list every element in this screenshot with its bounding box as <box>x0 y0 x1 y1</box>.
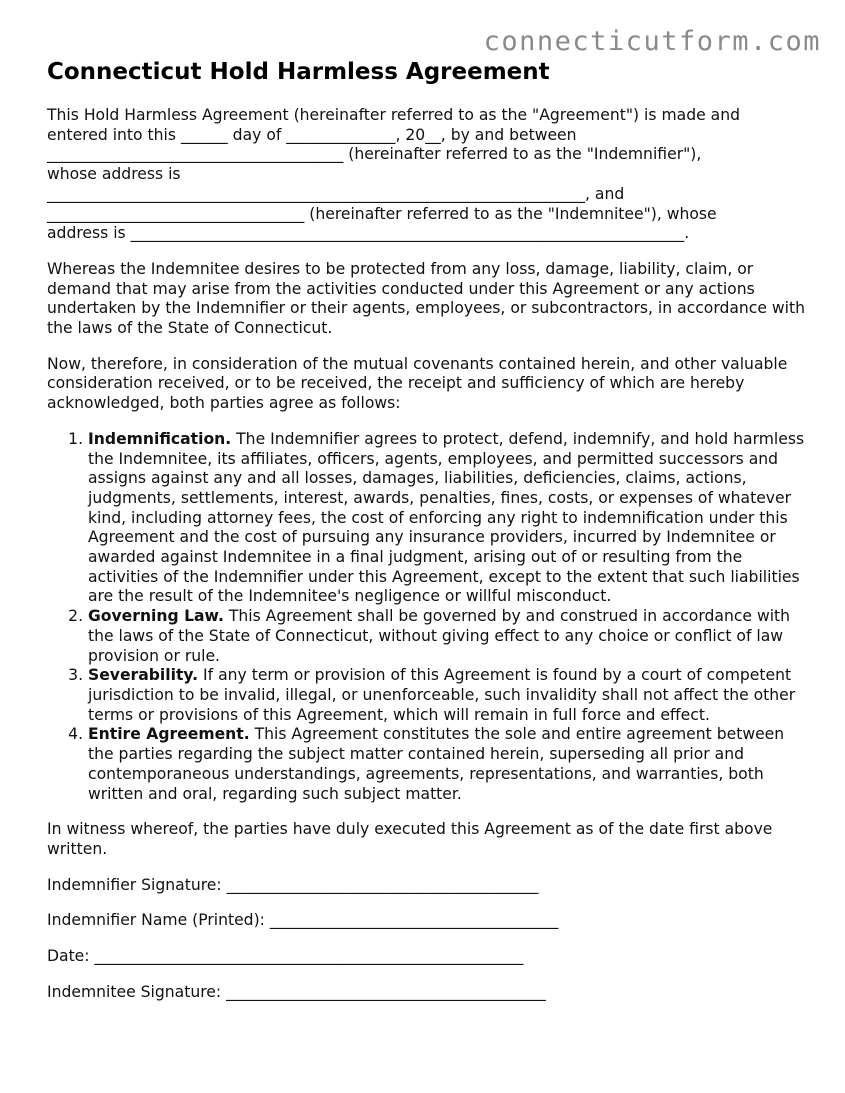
clause-item <box>88 430 807 607</box>
date-field[interactable]: Date: _______________________________________________________ <box>47 947 524 966</box>
indemnifier-signature-field[interactable]: Indemnifier Signature: ________________________________________ <box>47 875 539 894</box>
whereas-paragraph: Whereas the Indemnitee desires to be protected from any loss, damage, liability, claim, or demand that may arise from the activities conducted under this Agreement or any actions undertaken by the Indemnifier or their agents, employees, or subcontractors, in accordance with the laws of the State of Connecticut. <box>47 259 806 338</box>
intro-line-indemnifier-blank: ______________________________________ (hereinafter referred to as the "Indemnifier"), <box>47 145 702 164</box>
clause-term: Indemnification. <box>88 429 232 448</box>
clause-term: Entire Agreement. <box>88 725 250 744</box>
clause-text: The Indemnifier agrees to protect, defend, indemnify, and hold harmless the Indemnitee, its affiliates, officers, agents, employees, and permitted successors and assigns against any and all losses, damages, liabilities, deficiencies, claims, actions, judgments, settlements, interest, awards, penalties, fines, costs, or expenses of whatever kind, including attorney fees, the cost of enforcing any right to indemnification under this Agreement and the cost of pursuing any insurance providers, incurred by Indemnitee or awarded against Indemnitee in a final judgment, arising out of or resulting from the activities of the Indemnifier under this Agreement, except to the extent that such liabilities are the result of the Indemnitee's negligence or willful misconduct. <box>88 429 805 606</box>
intro-paragraph <box>47 106 807 244</box>
indemnitee-signature-field[interactable]: Indemnitee Signature: _________________________________________ <box>47 982 546 1001</box>
intro-line-date-blanks: entered into this ______ day of ______________, 20__, by and between <box>47 125 577 144</box>
clause-list <box>47 430 807 804</box>
clause-text: This Agreement constitutes the sole and entire agreement between the parties regarding the subject matter contained herein, superseding all prior and contemporaneous understandings, agreements, representations, and warranties, both written and oral, regarding such subject matter. <box>88 725 785 803</box>
clause-item <box>88 725 807 804</box>
site-watermark: connecticutform.com <box>483 26 821 57</box>
now-therefore-paragraph: Now, therefore, in consideration of the mutual covenants contained herein, and other valuable consideration received, or to be received, the receipt and sufficiency of which are hereby acknowledged, both parties agree as follows: <box>47 354 788 413</box>
intro-line-indemnitee-blank: _________________________________ (hereinafter referred to as the "Indemnitee"), whose <box>47 204 717 223</box>
document-title: Connecticut Hold Harmless Agreement <box>47 59 550 85</box>
clause-item <box>88 666 807 725</box>
intro-line: whose address is <box>47 165 181 184</box>
witness-paragraph: In witness whereof, the parties have duly executed this Agreement as of the date first above written. <box>47 820 773 858</box>
clause-item <box>88 607 807 666</box>
document-body <box>47 56 807 1018</box>
intro-line: This Hold Harmless Agreement (hereinafter referred to as the "Agreement") is made and <box>47 106 740 124</box>
clause-text: If any term or provision of this Agreement is found by a court of competent jurisdiction to be invalid, illegal, or unenforceable, such invalidity shall not affect the other terms or provisions of this Agreement, which will remain in full force and effect. <box>88 666 796 724</box>
clause-term: Severability. <box>88 666 199 685</box>
indemnifier-name-field[interactable]: Indemnifier Name (Printed): _____________________________________ <box>47 911 559 930</box>
intro-line-indemnitee-address-blank: address is _______________________________________________________________________. <box>47 224 690 243</box>
intro-line-indemnifier-address-blank: _____________________________________________________________________, and <box>47 184 625 203</box>
clause-term: Governing Law. <box>88 607 224 626</box>
clause-text: This Agreement shall be governed by and construed in accordance with the laws of the State of Connecticut, without giving effect to any choice or conflict of law provision or rule. <box>88 607 791 665</box>
